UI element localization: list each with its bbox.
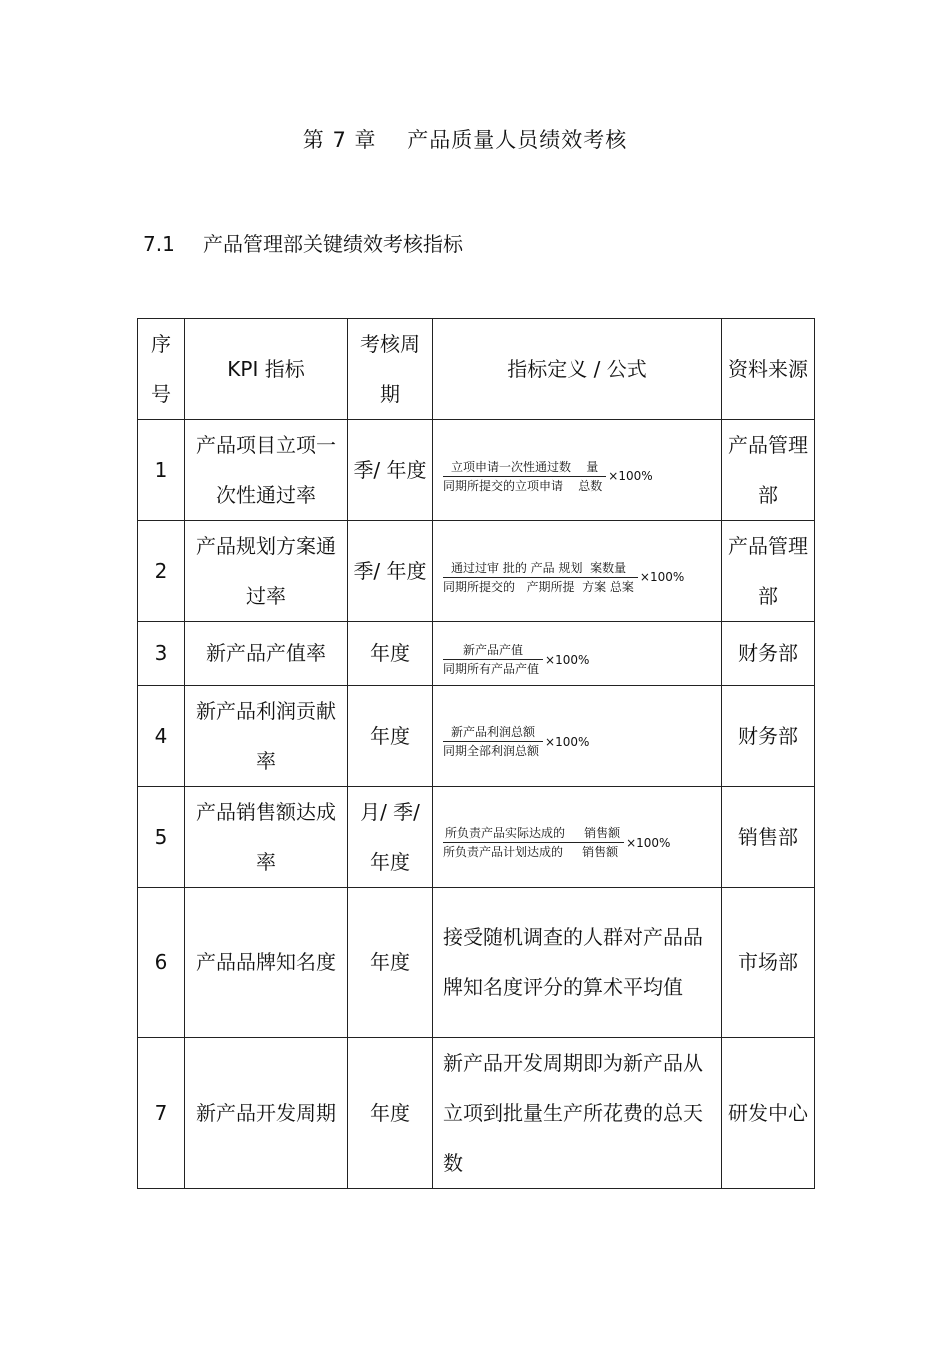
cell-period: 年度 (348, 887, 433, 1037)
formula-multiplier: ×100% (545, 734, 590, 749)
table-row (138, 685, 815, 786)
formula (443, 635, 589, 685)
cell-period: 年度 (348, 1037, 433, 1188)
cell-source: 产品管理部 (722, 420, 815, 521)
cell-definition: 新产品开发周期即为新产品从立项到批量生产所花费的总天数 (433, 1037, 722, 1188)
cell-source: 财务部 (722, 622, 815, 686)
header-definition: 指标定义 / 公式 (433, 319, 722, 420)
cell-kpi: 产品品牌知名度 (185, 887, 348, 1037)
cell-formula (433, 420, 722, 521)
header-seq: 序号 (138, 319, 185, 420)
formula (443, 717, 589, 767)
cell-formula (433, 521, 722, 622)
cell-period: 季/ 年度 (348, 420, 433, 521)
formula-denominator: 同期所有产品产值 (443, 662, 540, 676)
cell-seq: 3 (138, 622, 185, 686)
formula-denominator: 所负责产品计划达成的 销售额 (443, 845, 619, 860)
cell-formula (433, 622, 722, 686)
table-row (138, 1037, 815, 1188)
cell-seq: 6 (138, 887, 185, 1037)
cell-source: 市场部 (722, 887, 815, 1037)
section-heading (143, 228, 463, 257)
cell-seq: 7 (138, 1037, 185, 1188)
header-kpi: KPI 指标 (185, 319, 348, 420)
cell-source: 销售部 (722, 786, 815, 887)
cell-formula (433, 685, 722, 786)
formula-denominator: 同期所提交的 产期所提 方案 总案 (443, 579, 634, 594)
table-row (138, 887, 815, 1037)
cell-source: 研发中心 (722, 1037, 815, 1188)
table-header-row (138, 319, 815, 420)
header-source: 资料来源 (722, 319, 815, 420)
cell-formula (433, 786, 722, 887)
formula-numerator: 立项申请一次性通过数 量 (443, 459, 606, 477)
formula-multiplier: ×100% (608, 469, 653, 484)
cell-kpi: 新产品利润贡献率 (185, 685, 348, 786)
formula (443, 552, 684, 602)
kpi-table (137, 318, 815, 1189)
formula-denominator: 同期所提交的立项申请 总数 (443, 478, 603, 493)
formula-multiplier: ×100% (639, 570, 685, 585)
cell-period: 月/ 季/ 年度 (348, 786, 433, 887)
cell-source: 财务部 (722, 685, 815, 786)
formula-numerator: 新产品产值 (443, 642, 543, 660)
formula-denominator: 同期全部利润总额 (443, 744, 540, 759)
table-row (138, 521, 815, 622)
formula-numerator: 所负责产品实际达成的 销售额 (443, 825, 624, 843)
cell-source: 产品管理部 (722, 521, 815, 622)
cell-seq: 2 (138, 521, 185, 622)
table-row (138, 786, 815, 887)
cell-period: 季/ 年度 (348, 521, 433, 622)
cell-kpi: 产品规划方案通过率 (185, 521, 348, 622)
formula-numerator: 新产品利润总额 (443, 724, 543, 742)
cell-period: 年度 (348, 622, 433, 686)
cell-period: 年度 (348, 685, 433, 786)
table-row (138, 420, 815, 521)
cell-kpi: 新产品开发周期 (185, 1037, 348, 1188)
cell-definition: 接受随机调查的人群对产品品牌知名度评分的算术平均值 (433, 887, 722, 1037)
formula (443, 451, 653, 501)
chapter-title: 第 7 章 产品质量人员绩效考核 (302, 128, 628, 152)
cell-seq: 5 (138, 786, 185, 887)
cell-kpi: 产品销售额达成率 (185, 786, 348, 887)
cell-seq: 4 (138, 685, 185, 786)
formula-multiplier: ×100% (545, 652, 590, 667)
formula-numerator: 通过过审 批的 产品 规划 案数量 (443, 560, 638, 578)
cell-kpi: 产品项目立项一次性通过率 (185, 420, 348, 521)
header-period: 考核周期 (348, 319, 433, 420)
cell-kpi: 新产品产值率 (185, 622, 348, 686)
formula-multiplier: ×100% (626, 835, 671, 850)
cell-seq: 1 (138, 420, 185, 521)
formula (443, 818, 670, 868)
table-row (138, 622, 815, 686)
section-number: 7.1 (143, 232, 175, 256)
section-title: 产品管理部关键绩效考核指标 (203, 232, 463, 256)
